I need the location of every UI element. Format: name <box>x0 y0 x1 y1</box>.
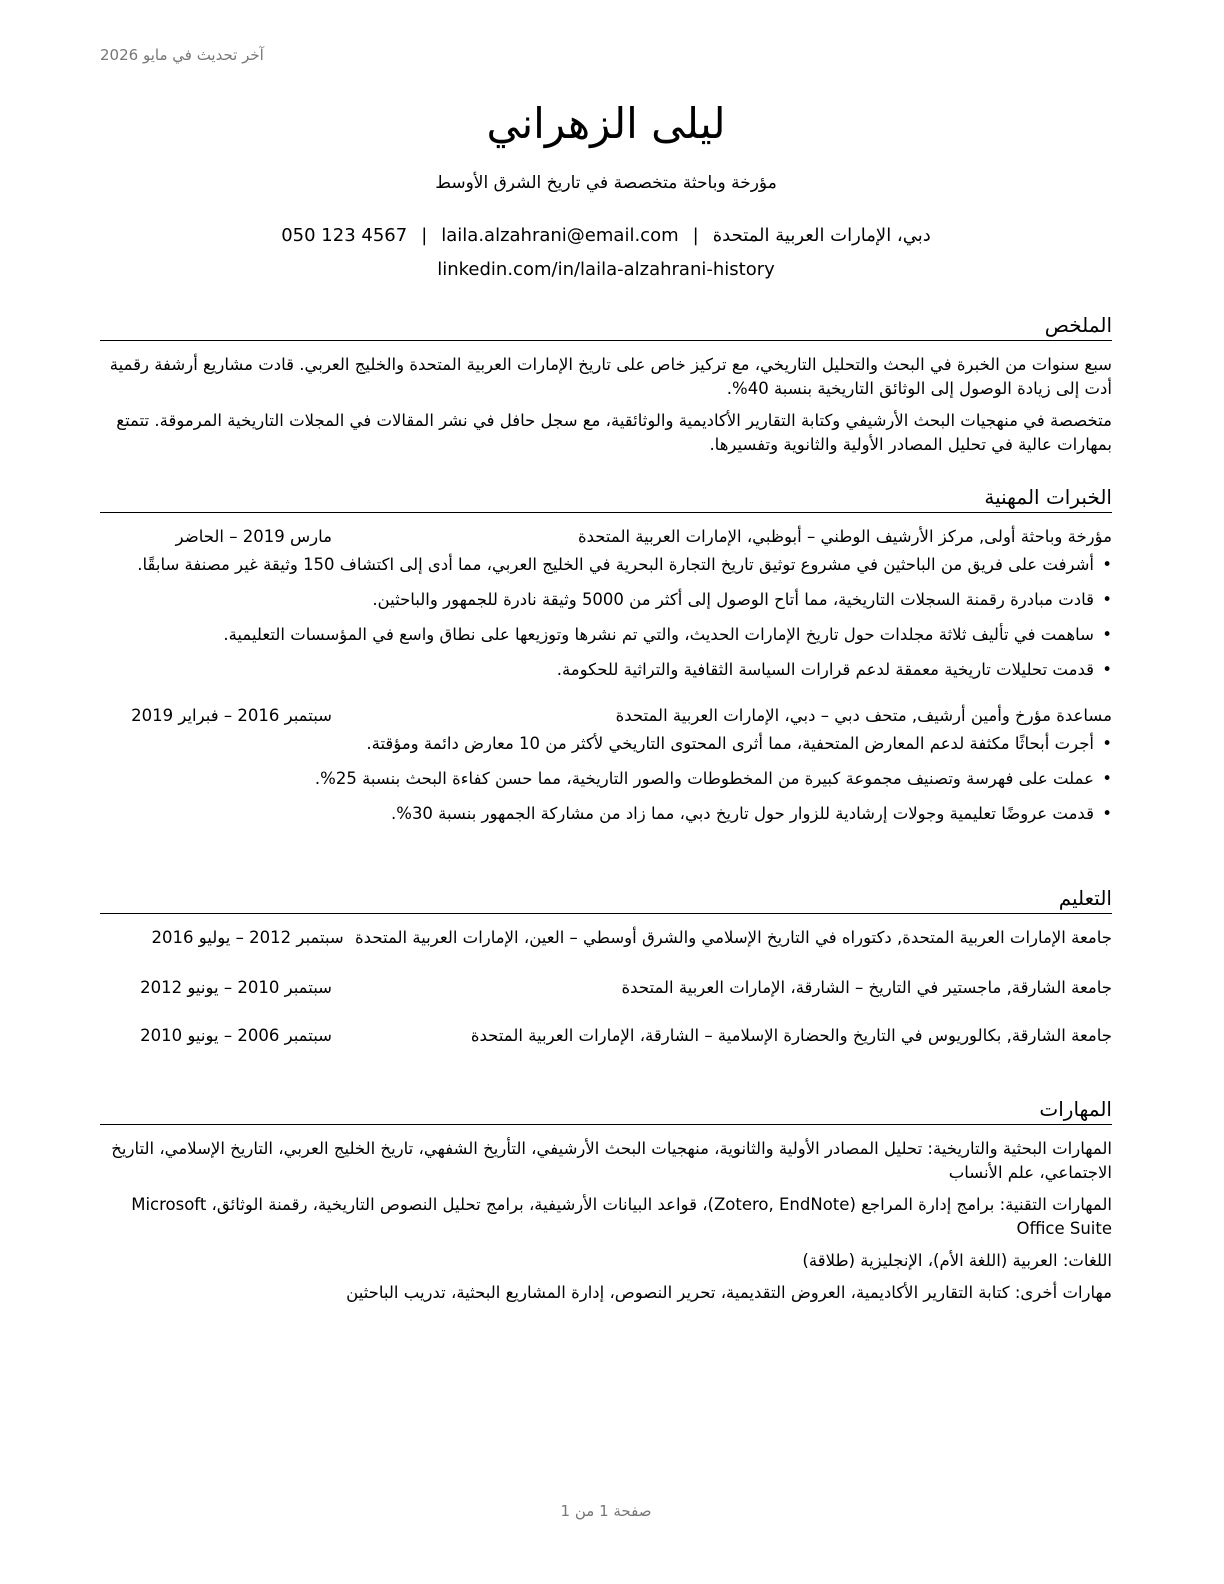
bullet-glyph: • <box>1102 769 1112 788</box>
job-bullets <box>100 732 1112 826</box>
linkedin-link[interactable]: linkedin.com/in/laila-alzahrani-history <box>437 259 775 280</box>
job-dates: سبتمبر 2016 – فبراير 2019 <box>131 706 332 725</box>
job-entry <box>100 704 1112 826</box>
job-header <box>100 525 1112 549</box>
education-org: جامعة الشارقة, ماجستير في التاريخ – الشارقة، الإمارات العربية المتحدة <box>621 978 1112 997</box>
bullet-text: قدمت تحليلات تاريخية معمقة لدعم قرارات السياسة الثقافية والتراثية للحكومة. <box>556 660 1094 679</box>
education-dates: سبتمبر 2010 – يونيو 2012 <box>140 978 332 997</box>
email-link[interactable]: laila.alzahrani@email.com <box>441 225 679 246</box>
job-dates: مارس 2019 – الحاضر <box>175 527 332 546</box>
education-org: جامعة الشارقة, بكالوريوس في التاريخ والحضارة الإسلامية – الشارقة، الإمارات العربية المتحدة <box>470 1026 1112 1045</box>
education-dates: سبتمبر 2006 – يونيو 2010 <box>140 1026 332 1045</box>
professional-title: مؤرخة وباحثة متخصصة في تاريخ الشرق الأوسط <box>435 173 777 193</box>
bullet-glyph: • <box>1102 625 1112 644</box>
bullet-text: قادت مبادرة رقمنة السجلات التاريخية، مما أتاح الوصول إلى أكثر من 5000 وثيقة نادرة للجمهور والباحثين. <box>372 590 1094 609</box>
education-org: جامعة الإمارات العربية المتحدة, دكتوراه في التاريخ الإسلامي والشرق أوسطي – العين، الإمارات العربية المتحدة <box>355 928 1112 947</box>
contact-separator: | <box>421 225 428 246</box>
page-number: صفحة 1 من 1 <box>560 1502 652 1520</box>
education-dates: سبتمبر 2012 – يوليو 2016 <box>151 928 344 947</box>
bullet-item <box>100 767 1112 791</box>
person-name: ليلى الزهراني <box>486 99 726 148</box>
phone-text: 050 123 4567 <box>281 225 408 246</box>
section-title-summary: الملخص <box>100 312 1112 341</box>
job-entry <box>100 525 1112 682</box>
education-entry <box>100 976 1112 1000</box>
skills-line: المهارات البحثية والتاريخية: تحليل المصادر الأولية والثانوية، منهجيات البحث الأرشيفي، التأريخ الشفهي، تاريخ الخليج العربي، التاريخ الإسلامي، التاريخ الاجتماعي، علم الأنساب <box>111 1139 1112 1182</box>
bullet-text: أجرت أبحاثًا مكثفة لدعم المعارض المتحفية، مما أثرى المحتوى التاريخي لأكثر من 10 معارض دائمة ومؤقتة. <box>366 734 1094 753</box>
education-entry <box>100 926 1112 950</box>
bullet-text: أشرفت على فريق من الباحثين في مشروع توثيق تاريخ التجارة البحرية في الخليج العربي، مما أدى إلى اكتشاف 150 وثيقة غير مصنفة سابقًا. <box>137 555 1094 574</box>
summary-paragraph: متخصصة في منهجيات البحث الأرشيفي وكتابة التقارير الأكاديمية والوثائقية، مع سجل حافل في نشر المقالات في المجلات التاريخية المرموقة. تتمتع بمهارات عالية في تحليل المصادر الأولية والثانوية وتفسيرها. <box>116 411 1112 454</box>
job-org: مساعدة مؤرخ وأمين أرشيف, متحف دبي – دبي، الإمارات العربية المتحدة <box>615 706 1112 725</box>
bullet-item <box>100 623 1112 647</box>
experience-section <box>100 484 1112 837</box>
location-text: دبي، الإمارات العربية المتحدة <box>712 225 931 246</box>
skills-line: مهارات أخرى: كتابة التقارير الأكاديمية، العروض التقديمية، تحرير النصوص، إدارة المشاريع البحثية، تدريب الباحثين <box>346 1283 1112 1302</box>
last-updated-note: آخر تحديث في مايو 2026 <box>100 46 264 64</box>
contact-separator: | <box>692 225 699 246</box>
section-title-experience: الخبرات المهنية <box>100 484 1112 513</box>
skills-line: المهارات التقنية: برامج إدارة المراجع (Zotero, EndNote)، قواعد البيانات الأرشيفية، برامج تحليل النصوص التاريخية، رقمنة الوثائق، Microsoft Office Suite <box>131 1195 1112 1238</box>
education-section <box>100 885 1112 1048</box>
bullet-item <box>100 802 1112 826</box>
bullet-text: ساهمت في تأليف ثلاثة مجلدات حول تاريخ الإمارات الحديث، والتي تم نشرها وتوزيعها على نطاق واسع في المؤسسات التعليمية. <box>223 625 1094 644</box>
skills-line: اللغات: العربية (اللغة الأم)، الإنجليزية (طلاقة) <box>802 1251 1112 1270</box>
section-title-skills: المهارات <box>100 1096 1112 1125</box>
resume-page <box>100 0 1112 1584</box>
section-title-education: التعليم <box>100 885 1112 914</box>
bullet-item <box>100 658 1112 682</box>
summary-paragraph: سبع سنوات من الخبرة في البحث والتحليل التاريخي، مع تركيز خاص على تاريخ الإمارات العربية المتحدة والخليج العربي. قادت مشاريع أرشفة رقمية أدت إلى زيادة الوصول إلى الوثائق التاريخية بنسبة 40%. <box>109 355 1112 398</box>
bullet-item <box>100 732 1112 756</box>
bullet-text: قدمت عروضًا تعليمية وجولات إرشادية للزوار حول تاريخ دبي، مما زاد من مشاركة الجمهور بنسبة 30%. <box>391 804 1094 823</box>
bullet-glyph: • <box>1102 590 1112 609</box>
skills-section <box>100 1096 1112 1313</box>
summary-section <box>100 312 1112 465</box>
bullet-glyph: • <box>1102 804 1112 823</box>
bullet-glyph: • <box>1102 555 1112 574</box>
contact-line <box>100 224 1112 248</box>
bullet-glyph: • <box>1102 660 1112 679</box>
bullet-item <box>100 553 1112 577</box>
bullet-item <box>100 588 1112 612</box>
bullet-text: عملت على فهرسة وتصنيف مجموعة كبيرة من المخطوطات والصور التاريخية، مما حسن كفاءة البحث بنسبة 25%. <box>314 769 1094 788</box>
bullet-glyph: • <box>1102 734 1112 753</box>
job-header <box>100 704 1112 728</box>
education-entry <box>100 1024 1112 1048</box>
job-org: مؤرخة وباحثة أولى, مركز الأرشيف الوطني – أبوظبي، الإمارات العربية المتحدة <box>577 527 1112 546</box>
job-bullets <box>100 553 1112 682</box>
